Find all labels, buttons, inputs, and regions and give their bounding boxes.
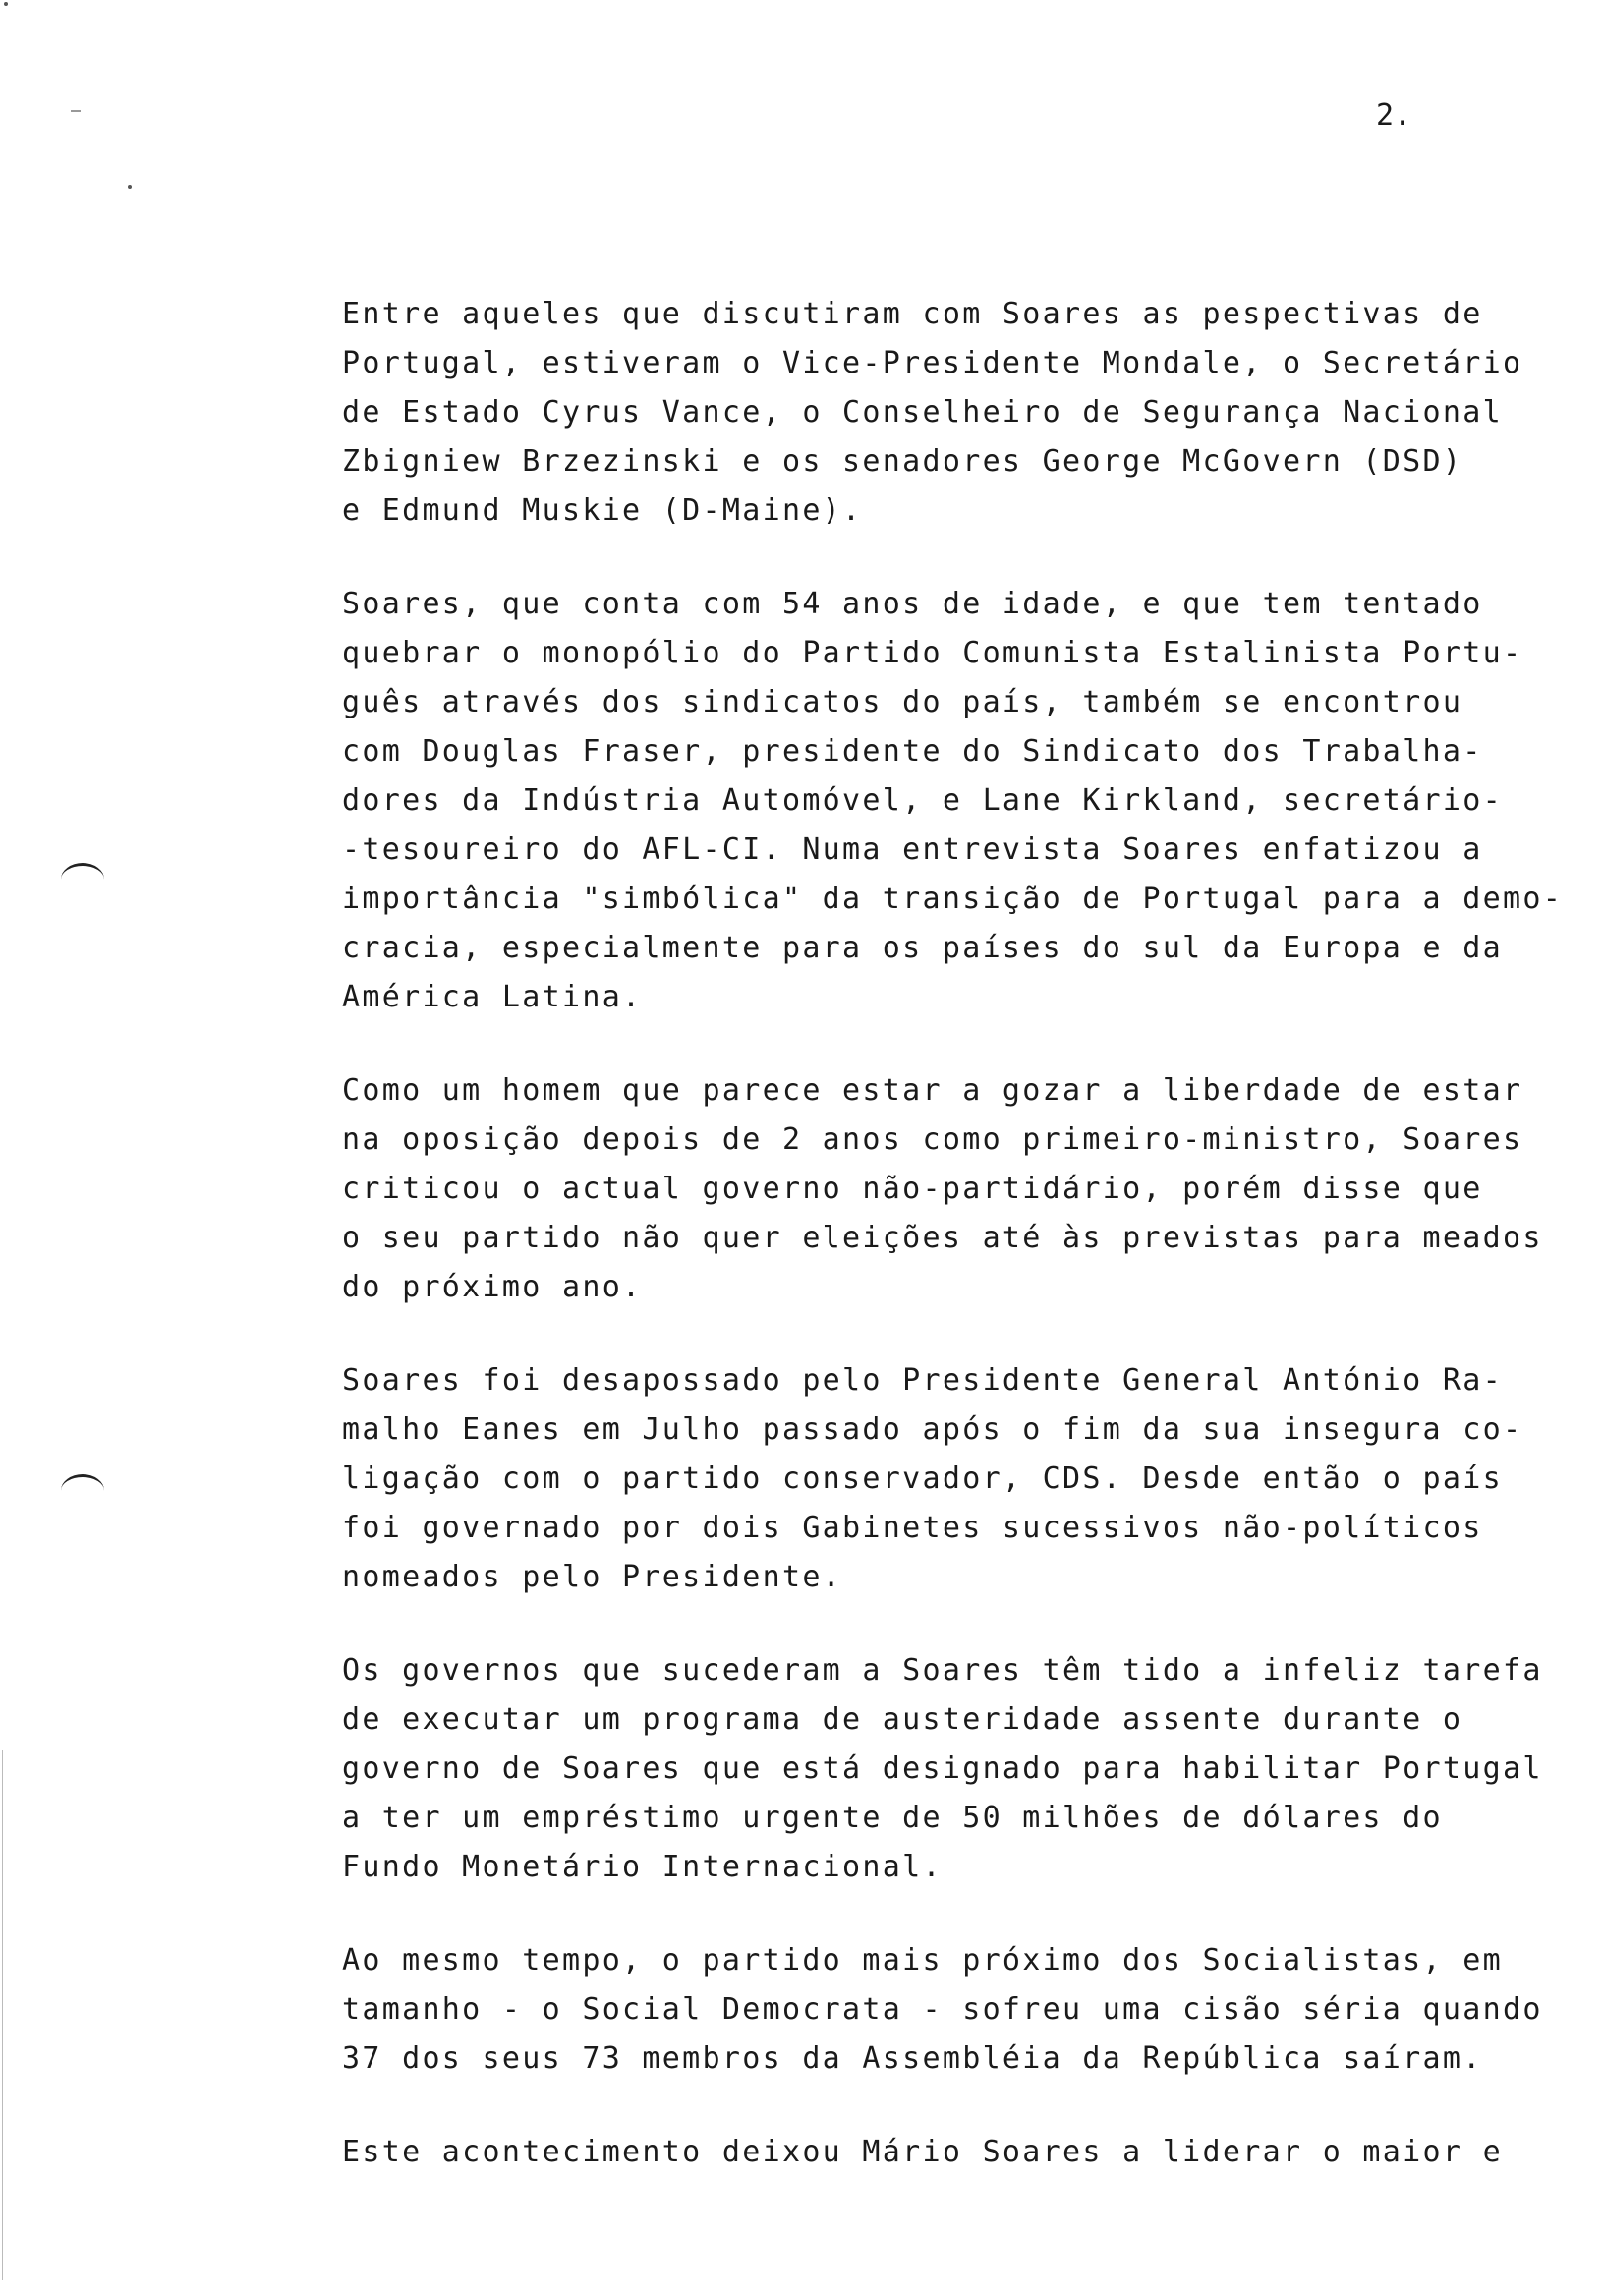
text-line: Ao mesmo tempo, o partido mais próximo dos Socialistas, em bbox=[342, 1943, 1503, 1978]
text-line: ligação com o partido conservador, CDS. Desde então o país bbox=[342, 1462, 1503, 1496]
hole-punch-mark bbox=[61, 1474, 104, 1507]
text-line: o seu partido não quer eleições até às previstas para meados bbox=[342, 1221, 1543, 1255]
text-line: Como um homem que parece estar a gozar a liberdade de estar bbox=[342, 1073, 1523, 1108]
text-line: de executar um programa de austeridade assente durante o bbox=[342, 1702, 1463, 1737]
text-line: de Estado Cyrus Vance, o Conselheiro de Segurança Nacional bbox=[342, 395, 1503, 430]
text-line: tamanho - o Social Democrata - sofreu uma cisão séria quando bbox=[342, 1992, 1543, 2027]
text-line: -tesoureiro do AFL-CI. Numa entrevista Soares enfatizou a bbox=[342, 832, 1483, 867]
scan-edge-line bbox=[2, 1750, 3, 2280]
text-line: nomeados pelo Presidente. bbox=[342, 1560, 843, 1594]
text-line: América Latina. bbox=[342, 980, 643, 1014]
text-line: 37 dos seus 73 membros da Assembléia da República saíram. bbox=[342, 2041, 1483, 2076]
text-line: dores da Indústria Automóvel, e Lane Kirkland, secretário- bbox=[342, 783, 1503, 818]
text-line: importância "simbólica" da transição de Portugal para a demo- bbox=[342, 882, 1564, 916]
scan-speck bbox=[128, 185, 132, 189]
text-line: cracia, especialmente para os países do sul da Europa e da bbox=[342, 931, 1503, 965]
text-line: Fundo Monetário Internacional. bbox=[342, 1850, 943, 1884]
text-line: Soares, que conta com 54 anos de idade, e que tem tentado bbox=[342, 587, 1483, 621]
text-line: a ter um empréstimo urgente de 50 milhões de dólares do bbox=[342, 1801, 1443, 1835]
hole-punch-mark bbox=[61, 863, 104, 895]
text-line: malho Eanes em Julho passado após o fim da sua insegura co- bbox=[342, 1412, 1523, 1447]
text-line: Este acontecimento deixou Mário Soares a liderar o maior e bbox=[342, 2135, 1503, 2169]
text-line: Zbigniew Brzezinski e os senadores George McGovern (DSD) bbox=[342, 444, 1463, 479]
text-line: Entre aqueles que discutiram com Soares as pespectivas de bbox=[342, 297, 1483, 331]
text-line: e Edmund Muskie (D-Maine). bbox=[342, 493, 863, 528]
text-line: Os governos que sucederam a Soares têm tido a infeliz tarefa bbox=[342, 1653, 1543, 1688]
text-line: guês através dos sindicatos do país, também se encontrou bbox=[342, 685, 1463, 719]
text-line: do próximo ano. bbox=[342, 1270, 643, 1304]
text-line: com Douglas Fraser, presidente do Sindicato dos Trabalha- bbox=[342, 734, 1483, 769]
scan-speck bbox=[71, 110, 81, 112]
text-line: governo de Soares que está designado para habilitar Portugal bbox=[342, 1751, 1543, 1786]
text-line: quebrar o monopólio do Partido Comunista Estalinista Portu- bbox=[342, 636, 1523, 670]
page-number: 2. bbox=[1376, 98, 1412, 133]
text-line: Soares foi desapossado pelo Presidente General António Ra- bbox=[342, 1363, 1503, 1398]
scan-speck bbox=[4, 2, 8, 6]
text-line: Portugal, estiveram o Vice-Presidente Mondale, o Secretário bbox=[342, 346, 1523, 380]
text-line: na oposição depois de 2 anos como primeiro-ministro, Soares bbox=[342, 1122, 1523, 1157]
text-line: foi governado por dois Gabinetes sucessivos não-políticos bbox=[342, 1511, 1483, 1545]
text-line: criticou o actual governo não-partidário, porém disse que bbox=[342, 1172, 1483, 1206]
